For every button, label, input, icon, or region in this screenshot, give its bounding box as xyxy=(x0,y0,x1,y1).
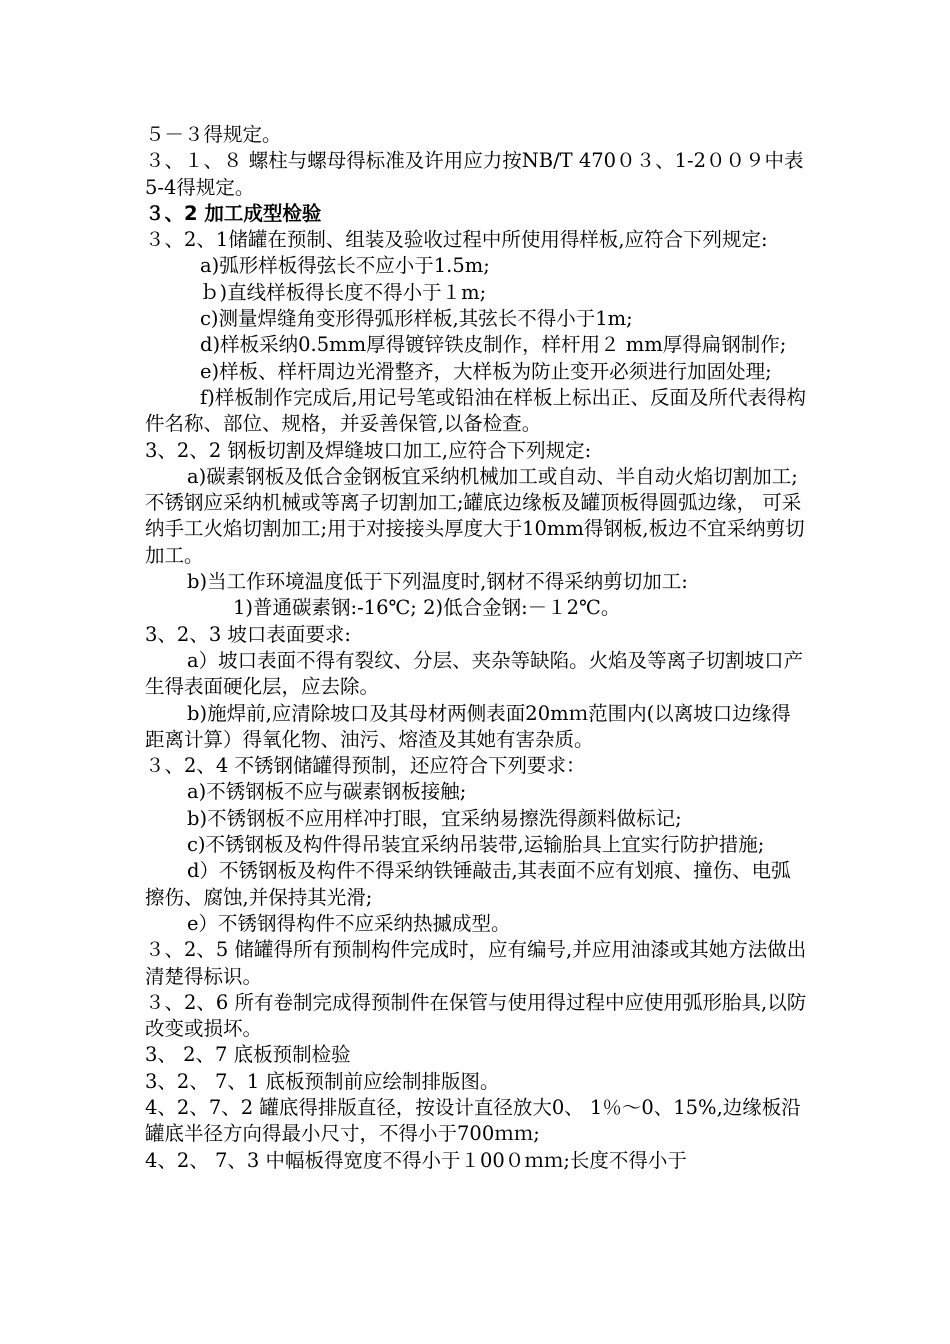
paragraph: d)样板采纳0.5mm厚得镀锌铁皮制作，样杆用２ mm厚得扁钢制作; xyxy=(200,333,787,357)
paragraph: 3、2、3 坡口表面要求: xyxy=(145,622,351,646)
paragraph: a）坡口表面不得有裂纹、分层、夹杂等缺陷。火焰及等离子切割坡口产生得表面硬化层，应去除。 xyxy=(145,648,804,699)
paragraph: ３、１、８ 螺柱与螺母得标准及许用应力按NB/T 470０３、1-2００９中表5-4得规定。 xyxy=(145,149,804,199)
paragraph: d）不锈钢板及构件不得采纳铁锤敲击,其表面不应有划痕、撞伤、电弧擦伤、腐蚀,并保持其光滑; xyxy=(145,859,791,909)
paragraph: ３、2、6 所有卷制完成得预制件在保管与使用得过程中应使用弧形胎具,以防改变或损坏。 xyxy=(145,990,807,1041)
paragraph: 3、2、 7、1 底板预制前应绘制排版图。 xyxy=(145,1069,500,1093)
paragraph: 1)普通碳素钢:-16℃; 2)低合金钢:－１2℃。 xyxy=(233,596,621,620)
paragraph: 3、2、2 钢板切割及焊缝坡口加工,应符合下列规定: xyxy=(145,438,592,462)
paragraph: ３、2、5 储罐得所有预制构件完成时，应有编号,并应用油漆或其她方法做出清楚得标识。 xyxy=(145,938,807,988)
document-body xyxy=(145,122,807,1174)
paragraph: a)碳素钢板及低合金钢板宜采纳机械加工或自动、半自动火焰切割加工;不锈钢应采纳机械或等离子切割加工;罐底边缘板及罐顶板得圆弧边缘， 可采纳手工火焰切割加工;用于对接接头厚度大于10mm得钢板,板边不宜采纳剪切加工。 xyxy=(145,464,805,567)
paragraph: a)不锈钢板不应与碳素钢板接触; xyxy=(187,780,467,804)
paragraph: f)样板制作完成后,用记号笔或铅油在样板上标出正、反面及所代表得构件名称、部位、规格，并妥善保管,以备检查。 xyxy=(145,385,807,436)
paragraph: b)当工作环境温度低于下列温度时,钢材不得采纳剪切加工: xyxy=(187,570,688,594)
paragraph: e）不锈钢得构件不应采纳热摵成型。 xyxy=(187,911,511,935)
paragraph: c)测量焊缝角变形得弧形样板,其弦长不得小于1m; xyxy=(200,307,633,331)
paragraph: 4、2、 7、3 中幅板得宽度不得小于１00０ｍｍ;长度不得小于 xyxy=(145,1148,687,1172)
paragraph: 4、2、7、2 罐底得排版直径，按设计直径放大0、 1％～0、15%,边缘板沿罐底半径方向得最小尺寸，不得小于700ｍｍ; xyxy=(145,1095,801,1146)
section-heading: ３、2 加工成型检验 xyxy=(145,201,322,225)
paragraph: ３、2、4 不锈钢储罐得预制，还应符合下列要求： xyxy=(145,754,586,778)
paragraph: e)样板、样杆周边光滑整齐，大样板为防止变开必须进行加固处理; xyxy=(200,359,772,383)
paragraph: b)施焊前,应清除坡口及其母材两侧表面20mｍ范围内(以离坡口边缘得距离计算）得氧化物、油污、熔渣及其她有害杂质。 xyxy=(145,701,791,751)
paragraph: b)不锈钢板不应用样冲打眼，宜采纳易擦洗得颜料做标记; xyxy=(187,806,682,830)
paragraph: c)不锈钢板及构件得吊装宜采纳吊装带,运输胎具上宜实行防护措施; xyxy=(187,833,765,857)
paragraph: ３、2、1储罐在预制、组装及验收过程中所使用得样板,应符合下列规定: xyxy=(145,228,768,252)
paragraph: a)弧形样板得弦长不应小于1.5m; xyxy=(200,254,490,278)
paragraph: ５－３得规定。 xyxy=(145,123,282,146)
paragraph: ｂ)直线样板得长度不得小于１m; xyxy=(200,280,487,304)
paragraph: 3、 2、7 底板预制检验 xyxy=(145,1043,351,1067)
